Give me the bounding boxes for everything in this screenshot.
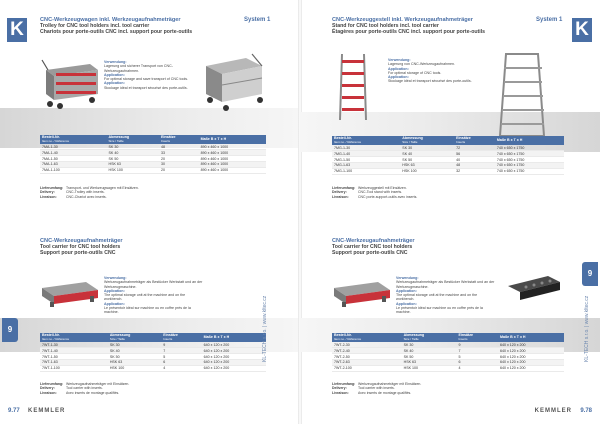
- stand-image-steel: [498, 50, 548, 140]
- table-header-row: [40, 135, 266, 144]
- page-number: 9.77: [8, 408, 20, 414]
- trolley-red-icon: [40, 56, 100, 110]
- right-page: [300, 0, 600, 424]
- tool-carrier-icon: [332, 278, 392, 308]
- chapter-tab[interactable]: 9: [2, 318, 18, 342]
- col-size: Abmessung Size / Taille: [107, 135, 159, 144]
- title-en: Trolley for CNC tool holders incl. tool carrier: [40, 23, 150, 29]
- delivery-block-2: Lieferumfang: Werkzeugaufnahmeträger mit Einsätzen. Delivery: Tool carrier with inserts. Livraison: Avec inserts de montage qualifiés.: [40, 382, 130, 395]
- kemmler-logo-icon: K: [572, 18, 592, 42]
- stand-steel-icon: [498, 50, 548, 140]
- tool-carrier-black-image: [506, 272, 562, 306]
- title-fr: Chariots pour porte-outils CNC incl. support pour porte-outils: [40, 29, 193, 35]
- section-title: [40, 17, 192, 35]
- table-row: 7MG-1-50 SK 50 40 740 x 650 x 1750: [332, 157, 564, 163]
- spec-table-2: [332, 333, 564, 372]
- table-row: 7MG-1-100 HSK 100 32 740 x 650 x 1750: [332, 168, 564, 174]
- table-row: 7WT-1-30 SK 30 9 640 x 120 x 200: [40, 342, 266, 348]
- page-number: 9.78: [580, 408, 592, 414]
- vertical-sidetext: KL-TECH s.r.o. | www.kltec.cz: [262, 295, 268, 362]
- usage-block: Verwendung: Lagerung und sicherer Transport von CNC-Werkzeugaufnahmen. Application: For optimal storage and save transport of CNC tools. Application: Stockage idéal et transport sécurisé des porte-outils.: [104, 60, 189, 90]
- table-header-row: Bestell-Nr. Item no. / Référence Abmessung Size / Taille Einsätze Inserts Maße B x T x H: [332, 333, 564, 342]
- col-dimensions: Maße B x T x H: [199, 135, 266, 144]
- stand-red-icon: [338, 52, 368, 122]
- table-header-row: Bestell-Nr. Item no. / Référence Abmessung Size / Taille Einsätze Inserts Maße B x T x H: [40, 333, 266, 342]
- tool-carrier-image: [40, 278, 100, 308]
- tool-carrier-black-icon: [506, 272, 562, 306]
- stand-image-red: [338, 52, 368, 122]
- spec-table: [40, 135, 266, 174]
- table-row: 7MA-1-50 SK 50 20 890 x 460 x 1000: [40, 156, 266, 162]
- table-row: 7MG-1-40 SK 40 56 740 x 650 x 1750: [332, 151, 564, 157]
- table-row: 7MA-1-30 SK 30 48 890 x 460 x 1000: [40, 144, 266, 150]
- table-row: 7WT-2-50 SK 50 5 640 x 120 x 200: [332, 354, 564, 360]
- trolley-image-steel: [202, 52, 266, 114]
- table-row: 7WT-2-100 HSK 100 4 640 x 120 x 200: [332, 365, 564, 371]
- spec-table: [332, 136, 564, 175]
- table-row: 7MG-1-63 HSK 63 48 740 x 650 x 1750: [332, 163, 564, 169]
- table-row: 7MA-1-63 HSK 63 30 890 x 460 x 1000: [40, 162, 266, 168]
- section-title-2: CNC-Werkzeugaufnahmeträger Tool carrier for CNC tool holders Support pour porte-outils CNC: [40, 238, 123, 256]
- delivery-block: Lieferumfang: Werkzeuggestell mit Einsätzen. Delivery: CNC-Tool stand with inserts. Livraison: CNC porte-support-outils avec inserts.: [332, 186, 418, 199]
- table-row: 7WT-1-63 HSK 63 6 640 x 120 x 200: [40, 360, 266, 366]
- system-label: System 1: [536, 17, 563, 23]
- brand-footer: KEMMLER: [534, 408, 572, 414]
- tool-carrier-icon: [40, 278, 100, 308]
- table-row: 7MA-1-40 SK 40 33 890 x 460 x 1000: [40, 150, 266, 156]
- usage-block: Verwendung: Lagerung von CNC-Werkzeugaufnahmen. Application: For optimal storage of CNC tools. Application: Stockage idéal et transport sécurisé des porte-outils.: [388, 58, 472, 84]
- chapter-tab[interactable]: 9: [582, 262, 598, 286]
- brand-footer: KEMMLER: [28, 408, 66, 414]
- table-row: 7WT-2-40 SK 40 7 640 x 120 x 200: [332, 348, 564, 354]
- kemmler-logo-icon: K: [7, 18, 27, 42]
- col-item-no: Bestell-Nr. Item no. / Référence: [40, 135, 107, 144]
- section-title-2: CNC-Werkzeugaufnahmeträger Tool carrier for CNC tool holders Support pour porte-outils CNC: [332, 238, 415, 256]
- delivery-block-2: Lieferumfang: Werkzeugaufnahmeträger mit Einsätzen. Delivery: Tool carrier with inserts. Livraison: Avec inserts de montage qualifiés.: [332, 382, 422, 395]
- trolley-steel-icon: [202, 52, 266, 114]
- usage-block-2: Verwendung: Werkzeugaufnahmeträger als Bestücker Werkstatt und an der Werkzeugmaschine. Application: The optimal storage unit at the machine and on the workbench. Application: Le présentoir idéal sur machine ou en coffre près de la machine.: [104, 276, 203, 315]
- delivery-block: Lieferumfang: Transport- und Werkzeugwagen mit Einsätzen. Delivery: CNC-Trolley with inserts. Livraison: CNC-Chariot avec inserts.: [40, 186, 139, 199]
- table-row: 7WT-2-30 SK 30 9 640 x 120 x 200: [332, 342, 564, 348]
- tool-carrier-image: [332, 278, 392, 308]
- table-row: 7MG-1-30 SK 30 72 740 x 650 x 1750: [332, 145, 564, 151]
- title-de: CNC-Werkzeugwagen inkl. Werkzeugaufnahmeträger: [40, 17, 181, 23]
- table-header-row: Bestell-Nr. Item no. / Référence Abmessung Size / Taille Einsätze Inserts Maße B x T x H: [332, 136, 564, 145]
- trolley-image-red: [40, 56, 100, 110]
- table-row: 7MA-1-100 HSK 100 20 890 x 460 x 1000: [40, 167, 266, 173]
- usage-block-2: Verwendung: Werkzeugaufnahmeträger als Bestücker Werkstatt und an der Werkzeugmaschine. Application: The optimal storage unit at the machine and on the workbench. Application: Le présentoir idéal sur machine ou en coffre près de la machine.: [396, 276, 495, 315]
- system-label: System 1: [244, 17, 271, 23]
- table-row: 7WT-1-40 SK 40 7 640 x 120 x 200: [40, 348, 266, 354]
- table-row: 7WT-1-50 SK 50 5 640 x 120 x 200: [40, 354, 266, 360]
- spec-table-2: [40, 333, 266, 372]
- col-inserts: Einsätze Inserts: [159, 135, 199, 144]
- table-row: 7WT-2-63 HSK 63 6 640 x 120 x 200: [332, 360, 564, 366]
- table-row: 7WT-1-100 HSK 100 4 640 x 120 x 200: [40, 365, 266, 371]
- section-title: CNC-Werkzeuggestell inkl. Werkzeugaufnahmeträger Stand for CNC tool holders incl. tool carrier Étagères pour porte-outils CNC incl. support pour porte-outils: [332, 17, 486, 35]
- vertical-sidetext: KL-TECH s.r.o. | www.kltec.cz: [584, 295, 590, 362]
